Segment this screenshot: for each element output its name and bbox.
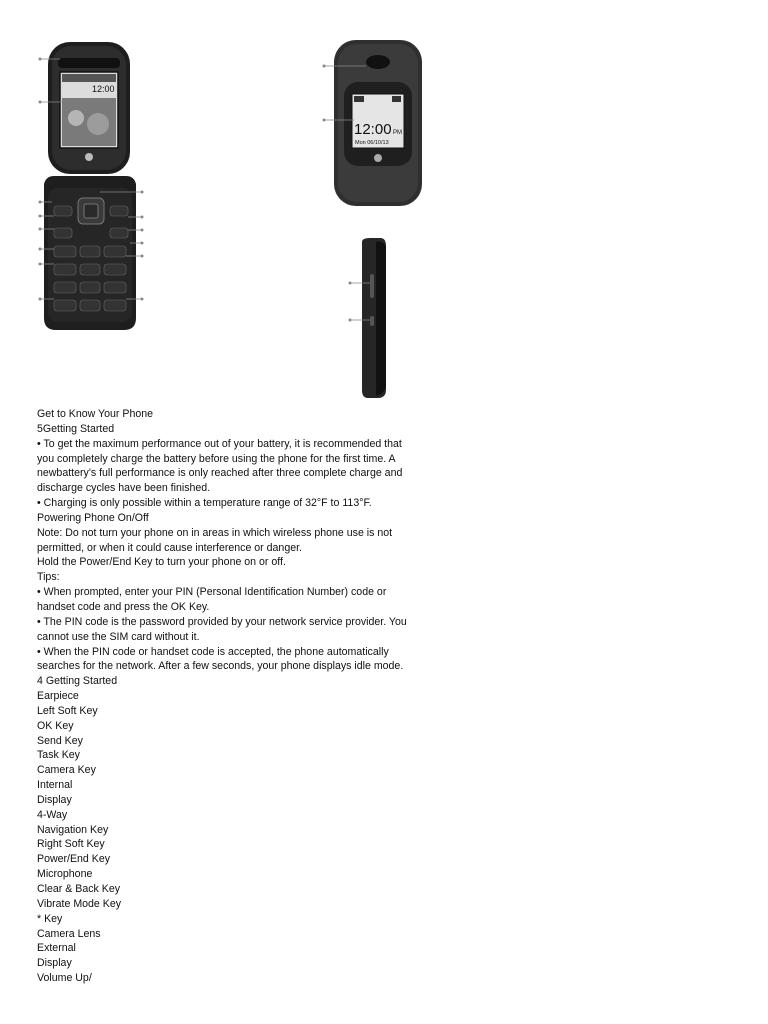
text-line: Send Key bbox=[37, 734, 83, 747]
text-line: searches for the network. After a few seconds, your phone displays idle mode. bbox=[37, 660, 404, 673]
text-line: Powering Phone On/Off bbox=[37, 511, 149, 524]
text-line: Vibrate Mode Key bbox=[37, 897, 122, 910]
text-line: • When the PIN code or handset code is accepted, the phone automatically bbox=[37, 645, 389, 658]
text-line: cannot use the SIM card without it. bbox=[37, 630, 200, 643]
text-line: Note: Do not turn your phone on in areas in which wireless phone use is not bbox=[37, 526, 393, 539]
text-line: Camera Lens bbox=[37, 927, 101, 940]
open-phone-illustration bbox=[30, 38, 160, 338]
external-date: Mon 06/10/13 bbox=[355, 140, 389, 146]
side-phone-illustration bbox=[340, 236, 400, 401]
text-line: Display bbox=[37, 793, 72, 806]
text-line: Tips: bbox=[37, 571, 60, 584]
text-line: • The PIN code is the password provided by your network service provider. You bbox=[37, 615, 407, 628]
text-line: • To get the maximum performance out of your battery, it is recommended that bbox=[37, 437, 402, 450]
text-line: discharge cycles have been finished. bbox=[37, 482, 211, 495]
text-line: Right Soft Key bbox=[37, 838, 105, 851]
closed-phone-illustration bbox=[318, 36, 428, 211]
text-line: • When prompted, enter your PIN (Personal Identification Number) code or bbox=[37, 586, 387, 599]
text-line: • Charging is only possible within a temperature range of 32°F to 113°F. bbox=[37, 497, 372, 510]
text-line: Display bbox=[37, 957, 72, 970]
text-line: you completely charge the battery before using the phone for the first time. A bbox=[37, 452, 396, 465]
external-clock: 12:00 bbox=[354, 121, 392, 138]
text-line: 5Getting Started bbox=[37, 422, 115, 435]
manual-text bbox=[37, 407, 437, 986]
text-line: 4-Way bbox=[37, 808, 68, 821]
text-line: * Key bbox=[37, 912, 63, 925]
text-line: Task Key bbox=[37, 749, 80, 762]
text-line: Earpiece bbox=[37, 690, 79, 703]
text-line: newbattery's full performance is only reached after three complete charge and bbox=[37, 467, 403, 480]
text-line: Navigation Key bbox=[37, 823, 109, 836]
external-ampm: PM bbox=[393, 130, 402, 136]
internal-clock: 12:00 bbox=[92, 84, 115, 94]
text-line: OK Key bbox=[37, 719, 74, 732]
text-line: External bbox=[37, 942, 76, 955]
text-line: Power/End Key bbox=[37, 853, 111, 866]
text-line: Camera Key bbox=[37, 764, 96, 777]
text-line: Internal bbox=[37, 779, 73, 792]
text-line: 4 Getting Started bbox=[37, 675, 118, 688]
text-line: handset code and press the OK Key. bbox=[37, 600, 210, 613]
text-line: permitted, or when it could cause interference or danger. bbox=[37, 541, 302, 554]
text-line: Microphone bbox=[37, 868, 93, 881]
text-line: Clear & Back Key bbox=[37, 883, 121, 895]
text-line: Get to Know Your Phone bbox=[37, 408, 154, 420]
text-line: Volume Up/ bbox=[37, 972, 92, 985]
text-line: Hold the Power/End Key to turn your phone on or off. bbox=[37, 556, 286, 569]
text-line: Left Soft Key bbox=[37, 704, 98, 717]
